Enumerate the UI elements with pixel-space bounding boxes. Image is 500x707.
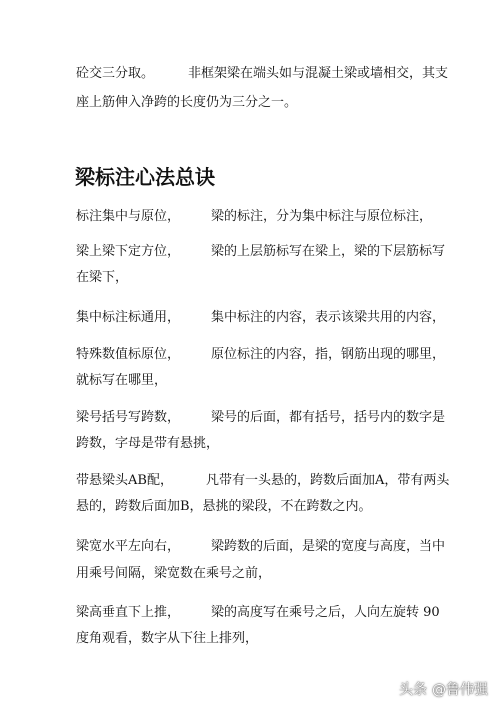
entry-0-verse: 标注集中与原位，	[76, 209, 181, 224]
entry-3-continuation: 就标写在哪里，	[76, 373, 168, 388]
entry-5-line	[76, 473, 450, 489]
entry-3-explanation: 原位标注的内容，指，钢筋出现的哪里，	[211, 347, 446, 362]
entry-1-continuation: 在梁下，	[76, 270, 129, 285]
entry-2-line	[76, 310, 446, 326]
entry-5-verse: 带悬梁头AB配，	[76, 473, 173, 488]
section-heading: 梁标注心法总诀	[75, 165, 215, 189]
watermark-brand: 头条	[399, 682, 427, 698]
entry-2-verse: 集中标注标通用，	[76, 310, 181, 325]
entry-3-verse: 特殊数值标原位，	[76, 347, 181, 362]
entry-5-explanation: 凡带有一头悬的，跨数后面加A，带有两头	[206, 473, 450, 488]
entry-0-explanation: 梁的标注，分为集中标注与原位标注，	[211, 209, 433, 224]
entry-4-continuation: 跨数，字母是带有悬挑，	[76, 436, 220, 451]
intro-line-1-right: 非框架梁在端头如与混凝土梁或墙相交，其支	[188, 66, 449, 81]
intro-line-1-left: 砼交三分取。	[76, 66, 155, 81]
entry-3-line	[76, 347, 446, 363]
watermark	[399, 678, 488, 700]
entry-4-verse: 梁号括号写跨数，	[76, 410, 181, 425]
intro-line-1	[76, 66, 449, 82]
entry-7-explanation: 梁的高度写在乘号之后，人向左旋转 90	[211, 605, 440, 620]
entry-7-verse: 梁高垂直下上推，	[76, 605, 181, 620]
entry-4-explanation: 梁号的后面，都有括号，括号内的数字是	[211, 410, 446, 425]
entry-6-continuation: 用乘号间隔，梁宽数在乘号之前，	[76, 566, 272, 581]
entry-1-verse: 梁上梁下定方位，	[76, 244, 181, 259]
entry-6-explanation: 梁跨数的后面，是梁的宽度与高度，当中	[211, 539, 446, 554]
watermark-author: @鲁伟强	[432, 682, 488, 698]
entry-4-line	[76, 410, 446, 426]
entry-0-line	[76, 209, 433, 225]
entry-7-line	[76, 605, 440, 621]
entry-6-line	[76, 539, 446, 555]
entry-5-continuation: 悬的，跨数后面加B，悬挑的梁段，不在跨数之内。	[76, 499, 372, 514]
entry-6-verse: 梁宽水平左向右，	[76, 539, 181, 554]
entry-2-explanation: 集中标注的内容，表示该梁共用的内容，	[211, 310, 446, 325]
entry-1-line	[76, 244, 446, 260]
entry-7-continuation: 度角观看，数字从下往上排列，	[76, 631, 259, 646]
intro-line-2: 座上筋伸入净跨的长度仍为三分之一。	[76, 95, 298, 110]
entry-1-explanation: 梁的上层筋标写在梁上，梁的下层筋标写	[211, 244, 446, 259]
